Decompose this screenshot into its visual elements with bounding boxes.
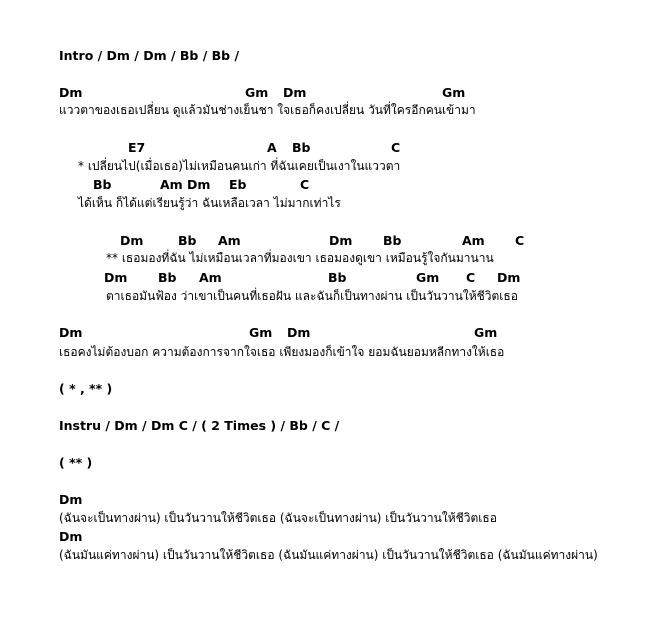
- chord: Gm: [474, 325, 498, 340]
- chord: Gm: [416, 270, 440, 285]
- chord: Am Dm: [160, 177, 211, 192]
- chorus1-line1-chords: [0, 140, 663, 156]
- chorus2-line1-lyric: ** เธอมองที่ฉัน ไม่เหมือนเวลาที่มองเขา เธอมองดูเขา เหมือนรู้ใจกันมานาน: [106, 251, 494, 265]
- chord: Dm: [329, 233, 353, 248]
- chord: Bb: [292, 140, 311, 155]
- instru-line: Instru / Dm / Dm C / ( 2 Times ) / Bb / C /: [59, 418, 340, 433]
- chord: Dm: [59, 85, 83, 100]
- outro-lyric-2: (ฉันมันแค่ทางผ่าน) เป็นวันวานให้ชีวิตเธอ (ฉันมันแค่ทางผ่าน) เป็นวันวานให้ชีวิตเธอ (ฉันมันแค่ทางผ่าน): [59, 548, 598, 562]
- chord: Dm: [287, 325, 311, 340]
- chord: C: [300, 177, 310, 192]
- verse2-chords: [0, 325, 663, 341]
- chord: Bb: [383, 233, 402, 248]
- chord: Dm: [497, 270, 521, 285]
- chord: C: [391, 140, 401, 155]
- chord: E7: [128, 140, 146, 155]
- chorus1-line2-lyric: ได้เห็น ก็ได้แต่เรียนรู้ว่า ฉันเหลือเวลา ไม่มากเท่าไร: [78, 196, 341, 210]
- chord: C: [515, 233, 525, 248]
- chord: Dm: [104, 270, 128, 285]
- chord: Dm: [59, 325, 83, 340]
- repeat-marker-1: ( * , ** ): [59, 381, 113, 396]
- chord: Bb: [328, 270, 347, 285]
- repeat-marker-2: ( ** ): [59, 455, 93, 470]
- chord: Dm: [120, 233, 144, 248]
- chord: Gm: [249, 325, 273, 340]
- chorus1-line2-chords: [0, 177, 663, 193]
- chord: Dm: [283, 85, 307, 100]
- verse1-chords: [0, 85, 663, 101]
- verse1-lyric: แววตาของเธอเปลี่ยน ดูแล้วมันช่างเย็นชา ใจเธอก็คงเปลี่ยน วันที่ใครอีกคนเข้ามา: [59, 103, 476, 117]
- chorus2-line2-chords: [0, 270, 663, 286]
- chord: Eb: [229, 177, 247, 192]
- chord: Gm: [442, 85, 466, 100]
- intro-line: Intro / Dm / Dm / Bb / Bb /: [59, 48, 240, 63]
- chord: A: [267, 140, 277, 155]
- chord: Am: [199, 270, 222, 285]
- chord: Am: [462, 233, 485, 248]
- outro-chord-2: Dm: [59, 529, 83, 544]
- chord: C: [466, 270, 476, 285]
- chord: Bb: [158, 270, 177, 285]
- verse2-lyric: เธอคงไม่ต้องบอก ความต้องการจากใจเธอ เพียงมองก็เข้าใจ ยอมฉันยอมหลีกทางให้เธอ: [59, 345, 505, 359]
- chorus2-line2-lyric: ตาเธอมันฟ้อง ว่าเขาเป็นคนที่เธอฝัน และฉันก็เป็นทางผ่าน เป็นวันวานให้ชีวิตเธอ: [106, 289, 518, 303]
- chorus2-line1-chords: [0, 233, 663, 249]
- chord: Bb: [178, 233, 197, 248]
- outro-chord-1: Dm: [59, 492, 83, 507]
- chord: Bb: [93, 177, 112, 192]
- outro-lyric-1: (ฉันจะเป็นทางผ่าน) เป็นวันวานให้ชีวิตเธอ (ฉันจะเป็นทางผ่าน) เป็นวันวานให้ชีวิตเธอ: [59, 511, 497, 525]
- chord: Gm: [245, 85, 269, 100]
- chorus1-line1-lyric: * เปลี่ยนไป(เมื่อเธอ)ไม่เหมือนคนเก่า ที่ฉันเคยเป็นเงาในแววตา: [78, 159, 401, 173]
- chord: Am: [218, 233, 241, 248]
